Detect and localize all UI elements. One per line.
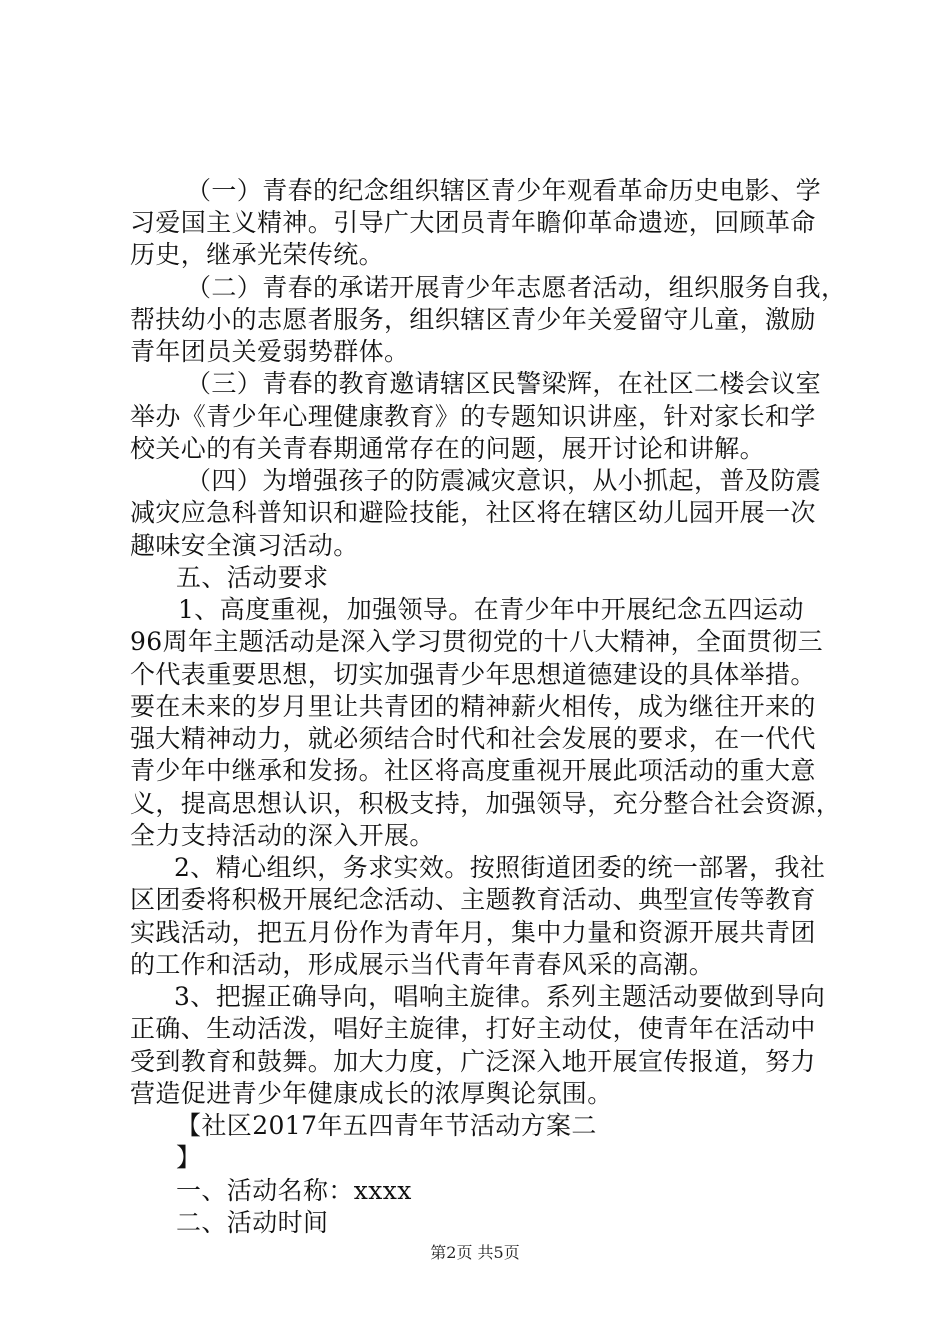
text-line: 青年团员关爱弱势群体。 bbox=[130, 337, 410, 366]
text-line: 受到教育和鼓舞。加大力度，广泛深入地开展宣传报道，努力 bbox=[130, 1047, 816, 1076]
text-line: 区团委将积极开展纪念活动、主题教育活动、典型宣传等教育 bbox=[130, 885, 816, 914]
text-line: 的工作和活动，形成展示当代青年青春风采的高潮。 bbox=[130, 950, 715, 979]
text-line: 全力支持活动的深入开展。 bbox=[130, 821, 435, 850]
text-line: 举办《青少年心理健康教育》的专题知识讲座，针对家长和学 bbox=[130, 402, 816, 431]
text-line: 强大精神动力，就必须结合时代和社会发展的要求，在一代代 bbox=[130, 724, 816, 753]
text-line: 96周年主题活动是深入学习贯彻党的十八大精神，全面贯彻三 bbox=[130, 627, 824, 656]
text-line: （三）青春的教育邀请辖区民警梁辉，在社区二楼会议室 bbox=[186, 369, 822, 398]
text-line: 2、精心组织，务求实效。按照街道团委的统一部署，我社 bbox=[174, 853, 826, 882]
text-line: 正确、生动活泼，唱好主旋律，打好主动仗，使青年在活动中 bbox=[130, 1014, 816, 1043]
section-heading: 一、活动名称：xxxx bbox=[176, 1176, 412, 1205]
section-heading: 【社区2017年五四青年节活动方案二 bbox=[176, 1111, 597, 1140]
text-line: 青少年中继承和发扬。社区将高度重视开展此项活动的重大意 bbox=[130, 756, 816, 785]
text-line: 个代表重要思想，切实加强青少年思想道德建设的具体举措。 bbox=[130, 660, 816, 689]
page-number-footer: 第2页 共5页 bbox=[430, 1243, 520, 1262]
text-line: 营造促进青少年健康成长的浓厚舆论氛围。 bbox=[130, 1079, 613, 1108]
text-line: 减灾应急科普知识和避险技能，社区将在辖区幼儿园开展一次 bbox=[130, 498, 816, 527]
text-line: 历史，继承光荣传统。 bbox=[130, 240, 385, 269]
text-line: 3、把握正确导向，唱响主旋律。系列主题活动要做到导向 bbox=[174, 982, 826, 1011]
text-line: 校关心的有关青春期通常存在的问题，展开讨论和讲解。 bbox=[130, 434, 766, 463]
text-line: 要在未来的岁月里让共青团的精神薪火相传，成为继往开来的 bbox=[130, 692, 816, 721]
text-line: 帮扶幼小的志愿者服务，组织辖区青少年关爱留守儿童，激励 bbox=[130, 305, 816, 334]
section-heading: 二、活动时间 bbox=[176, 1208, 329, 1237]
text-line: 趣味安全演习活动。 bbox=[130, 531, 359, 560]
text-line: 习爱国主义精神。引导广大团员青年瞻仰革命遗迹，回顾革命 bbox=[130, 208, 816, 237]
text-line: （四）为增强孩子的防震减灾意识，从小抓起，普及防震 bbox=[186, 466, 822, 495]
text-line: 1、高度重视，加强领导。在青少年中开展纪念五四运动 bbox=[178, 595, 804, 624]
section-heading: 】 bbox=[176, 1143, 202, 1172]
text-line: 义，提高思想认识，积极支持，加强领导，充分整合社会资源， bbox=[130, 789, 842, 818]
text-line: （一）青春的纪念组织辖区青少年观看革命历史电影、学 bbox=[186, 176, 822, 205]
text-line: （二）青春的承诺开展青少年志愿者活动，组织服务自我， bbox=[186, 273, 847, 302]
section-heading: 五、活动要求 bbox=[176, 563, 329, 592]
text-line: 实践活动，把五月份作为青年月，集中力量和资源开展共青团 bbox=[130, 918, 816, 947]
